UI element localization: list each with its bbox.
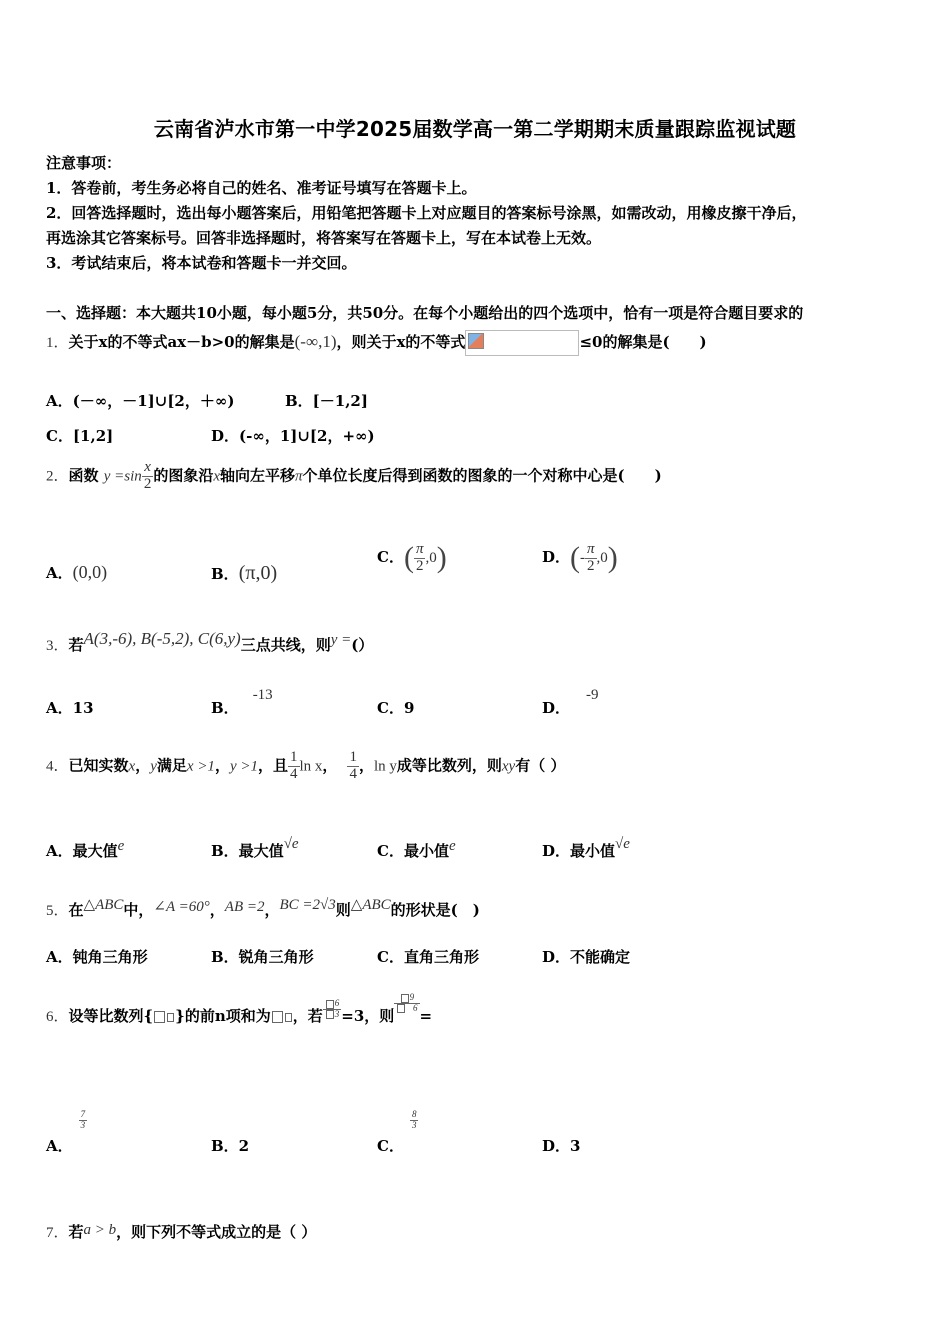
q6-text-1: 设等比数列{ (68, 1007, 154, 1025)
question-5: 5．在△ABC中，∠A =60°，AB =2，BC =2√3则△ABC的形状是( ) (46, 897, 480, 919)
q3-math-points: A(3,-6), B(-5,2), C(6,y) (83, 629, 241, 648)
q2-option-b: B．(π,0) (211, 562, 278, 584)
q4-option-b: B．最大值√e (211, 836, 299, 860)
q4-option-c: C．最小值e (377, 838, 456, 860)
q7-math-condition: a > b (83, 1222, 117, 1238)
q5-option-a: A．钝角三角形 (46, 948, 148, 966)
notice-heading: 注意事项： (46, 154, 122, 172)
q1-option-b: B．[－1,2] (285, 392, 368, 410)
question-number: 5． (46, 903, 69, 919)
q2-option-c: C．( $\frac{\pi}{2}$ ,0) (377, 540, 447, 574)
question-7 (46, 1221, 316, 1242)
question-1 (46, 330, 707, 356)
q6-text-4: =3，则 (341, 1007, 395, 1025)
notice-item-3: 3．考试结束后，将本试卷和答题卡一并交回。 (46, 254, 357, 272)
q3-text-3: (） (351, 636, 374, 654)
q1-text-1: 关于x的不等式ax－b>0的解集是 (68, 333, 295, 351)
question-4: 4．已知实数x，y满足x >1，y >1，且 $\frac{1}{4}$ ln x， $\frac{1}{4}$ ，ln y成等比数列，则xy有（ ） (46, 749, 566, 782)
q3-option-a: A．13 (46, 699, 94, 717)
q4-text-1: 已知实数 (68, 756, 129, 775)
q7-text-1: 若 (68, 1223, 84, 1241)
q4-text-4: 成等比数列，则 (396, 756, 502, 775)
q6-text-5: = (419, 1007, 433, 1025)
q5-option-b: B．锐角三角形 (211, 948, 314, 966)
q1-text-3: ≤0的解集是( ) (579, 333, 707, 351)
notice-item-1: 1．答卷前，考生务必将自己的姓名、准考证号填写在答题卡上。 (46, 179, 477, 197)
q7-text-2: ，则下列不等式成立的是（ ） (116, 1223, 317, 1241)
question-number: 3． (46, 638, 69, 654)
q2-math-x: x (213, 468, 220, 485)
q3-text-1: 若 (68, 636, 84, 654)
q6-option-d: D．3 (542, 1137, 581, 1155)
q2-text-1: 函数 (68, 466, 99, 485)
question-number: 7． (46, 1225, 69, 1241)
q2-math-pi: π (295, 468, 303, 485)
q3-option-d: D．-9 (542, 687, 599, 717)
q2-option-d: D．(- $\frac{\pi}{2}$ ,0) (542, 540, 618, 574)
q2-text-4: 个单位长度后得到函数的图象的一个对称中心是( ) (302, 466, 662, 485)
q1-text-2: ，则关于x的不等式 (336, 333, 466, 351)
q5-text-1: 在 (68, 901, 84, 919)
q2-math-y: y =sin (103, 468, 142, 485)
q6-text-2: }的前n项和为 (175, 1007, 271, 1025)
q6-fraction-1: $\frac{6}{3}$ (323, 999, 342, 1019)
question-2 (46, 460, 662, 493)
q1-math-interval: (-∞,1) (294, 332, 337, 351)
q5-text-4: 的形状是( ) (390, 901, 480, 919)
q6-fraction-2: $\frac{9}{6}$ (394, 993, 419, 1013)
q4-text-3: ，且 (257, 756, 288, 775)
q5-option-d: D．不能确定 (542, 948, 631, 966)
q6-option-c: C． $\frac{8}{3}$ (377, 1109, 417, 1155)
question-3 (46, 629, 374, 655)
question-number: 1． (46, 335, 69, 351)
q5-option-c: C．直角三角形 (377, 948, 479, 966)
q4-fraction-1: $\frac{1}{4}$ (290, 749, 298, 782)
exam-title: 云南省泸水市第一中学2025届数学高一第二学期期末质量跟踪监视试题 (153, 117, 797, 141)
question-number: 2． (46, 468, 69, 485)
question-number: 4． (46, 758, 69, 775)
q1-option-d: D．(-∞，1]∪[2，+∞) (211, 427, 375, 445)
q1-option-c: C．[1,2] (46, 427, 114, 445)
q2-text-2: 的图象沿 (153, 466, 214, 485)
q3-option-c: C．9 (377, 699, 415, 717)
q2-text-3: 轴向左平移 (220, 466, 296, 485)
section-heading: 一、选择题：本大题共10小题，每小题5分，共50分。在每个小题给出的四个选项中，恰有一项是符合题目要求的 (46, 304, 804, 322)
q4-text-2: 满足 (156, 756, 187, 775)
q6-option-b: B．2 (211, 1137, 250, 1155)
q3-text-2: 三点共线，则 (240, 636, 331, 654)
q4-option-a: A．最大值e (46, 838, 125, 860)
q4-option-d: D．最小值√e (542, 836, 630, 860)
q2-option-a: A．(0,0) (46, 562, 108, 582)
question-6 (46, 992, 433, 1027)
q2-fraction: $\frac{x}{2}$ (143, 459, 152, 492)
q1-option-a: A．(－∞，－1]∪[2，＋∞) (46, 392, 235, 410)
q4-fraction-2: $\frac{1}{4}$ (349, 749, 357, 782)
q6-option-a: A． $\frac{7}{3}$ (46, 1109, 86, 1155)
q4-text-5: 有（ ） (515, 756, 566, 775)
broken-image-icon (465, 330, 579, 356)
q3-option-b: B．-13 (211, 687, 273, 717)
q3-math-y: y = (330, 632, 352, 648)
notice-item-2a: 2．回答选择题时，选出每小题答案后，用铅笔把答题卡上对应题目的答案标号涂黑，如需改动，用橡皮擦干净后， (46, 204, 807, 222)
q5-text-3: 则 (335, 901, 351, 919)
question-number: 6． (46, 1009, 69, 1025)
q5-text-2: 中， (123, 901, 154, 919)
q6-text-3: ，若 (292, 1007, 323, 1025)
notice-item-2b: 再选涂其它答案标号。回答非选择题时，将答案写在答题卡上，写在本试卷上无效。 (46, 229, 602, 247)
